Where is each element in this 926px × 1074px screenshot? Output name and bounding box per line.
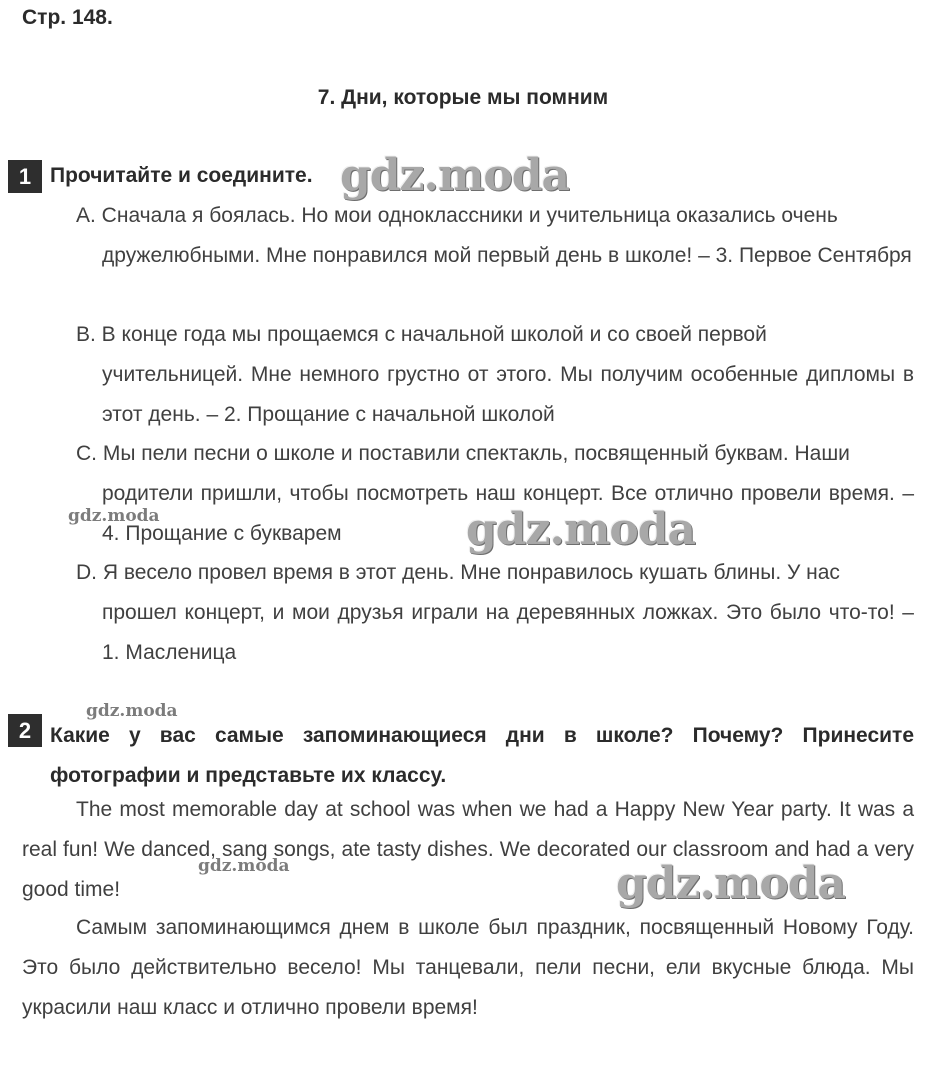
- item-b-rest: учительницей. Мне немного грустно от этого. Мы получим особенные дипломы в этот день. – 2. Прощание с начальной школой: [102, 363, 914, 426]
- task-2-title: Какие у вас самые запоминающиеся дни в школе? Почему? Принесите фотографии и представьте их классу.: [50, 724, 914, 787]
- watermark: gdz.moda: [86, 701, 178, 721]
- lesson-title: 7. Дни, которые мы помним: [317, 86, 609, 109]
- task-1-title: Прочитайте и соедините.: [50, 164, 313, 187]
- item-c-line1: C. Мы пели песни о школе и поставили спектакль, посвященный буквам. Наши: [76, 442, 850, 465]
- item-a-rest: дружелюбными. Мне понравился мой первый день в школе! – 3. Первое Сентября: [102, 244, 912, 267]
- list-item: [76, 553, 914, 673]
- watermark: gdz.moda: [198, 856, 290, 876]
- item-a-line1: A. Сначала я боялась. Но мои одноклассники и учительница оказались очень: [76, 204, 838, 227]
- watermark: gdz.moda: [616, 858, 846, 909]
- watermark: gdz.moda: [68, 506, 160, 526]
- list-item: [76, 196, 914, 276]
- item-d-rest: прошел концерт, и мои друзья играли на деревянных ложках. Это было что-то! – 1. Масленица: [102, 601, 914, 664]
- item-d-line1: D. Я весело провел время в этот день. Мне понравилось кушать блины. У нас: [76, 561, 840, 584]
- watermark: gdz.moda: [466, 504, 696, 555]
- page-number: Стр. 148.: [22, 6, 113, 29]
- item-c-rest: родители пришли, чтобы посмотреть наш концерт. Все отлично провели время. – 4. Прощание с букварем: [102, 482, 914, 545]
- item-b-line1: B. В конце года мы прощаемся с начальной школой и со своей первой: [76, 323, 767, 346]
- watermark: gdz.moda: [340, 150, 570, 201]
- task-2-number: 2: [8, 714, 42, 747]
- list-item: [76, 315, 914, 435]
- answer-english: The most memorable day at school was when we had a Happy New Year party. It was a real fun! We danced, sang songs, ate tasty dishes. We decorated our classroom and had a very good time!: [22, 798, 914, 901]
- task-1-number: 1: [8, 160, 42, 193]
- answer-russian: Самым запоминающимся днем в школе был праздник, посвященный Новому Году. Это было действительно весело! Мы танцевали, пели песни, ели вкусные блюда. Мы украсили наш класс и отлично провели время!: [22, 916, 914, 1019]
